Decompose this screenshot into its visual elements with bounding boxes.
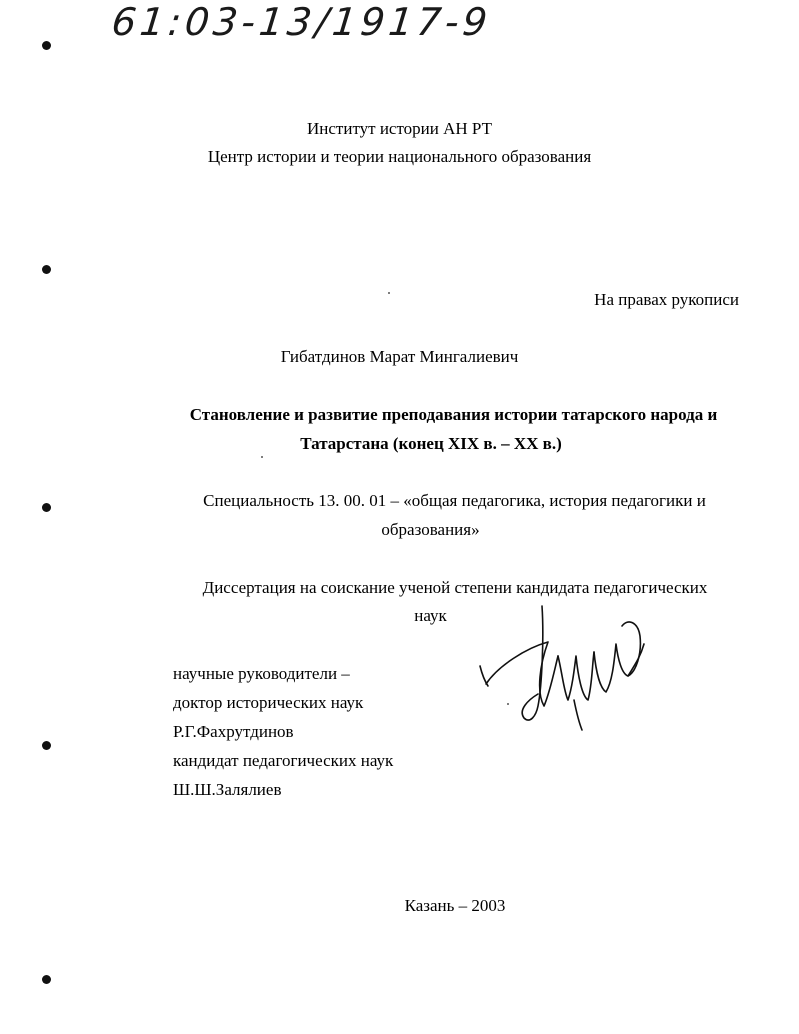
- dissertation-degree-line-1: Диссертация на соискание ученой степени кандидата педагогических: [202, 578, 708, 597]
- dissertation-degree-line-2: наук: [414, 606, 447, 625]
- center-name: Центр истории и теории национального образования: [207, 147, 592, 166]
- binding-hole: [42, 265, 51, 274]
- institute-name: Институт истории АН РТ: [307, 119, 492, 138]
- specialty-line-1: Специальность 13. 00. 01 – «общая педагогика, история педагогики и: [203, 491, 706, 510]
- binding-hole: [42, 41, 51, 50]
- handwritten-signature: [478, 596, 658, 736]
- author-name: Гибатдинов Марат Мингалиевич: [280, 347, 519, 366]
- supervisor-2-name: Ш.Ш.Залялиев: [173, 780, 282, 799]
- dissertation-title-line-2: Татарстана (конец XIX в. – XX в.): [300, 434, 562, 453]
- specialty-line-2: образования»: [381, 520, 480, 539]
- archive-stamp-number: 61:03-13/1917-9: [109, 0, 494, 44]
- supervisor-2-degree: кандидат педагогических наук: [173, 751, 394, 770]
- binding-hole: [42, 975, 51, 984]
- supervisor-1-name: Р.Г.Фахрутдинов: [173, 722, 294, 741]
- dissertation-title-line-1: Становление и развитие преподавания истории татарского народа и: [189, 405, 718, 424]
- scan-speck: [261, 456, 263, 458]
- supervisor-1-degree: доктор исторических наук: [173, 693, 364, 712]
- manuscript-rights-note: На правах рукописи: [594, 290, 739, 309]
- scan-speck: [388, 292, 390, 294]
- supervisors-heading: научные руководители –: [173, 664, 350, 683]
- binding-hole: [42, 741, 51, 750]
- city-year: Казань – 2003: [404, 896, 506, 915]
